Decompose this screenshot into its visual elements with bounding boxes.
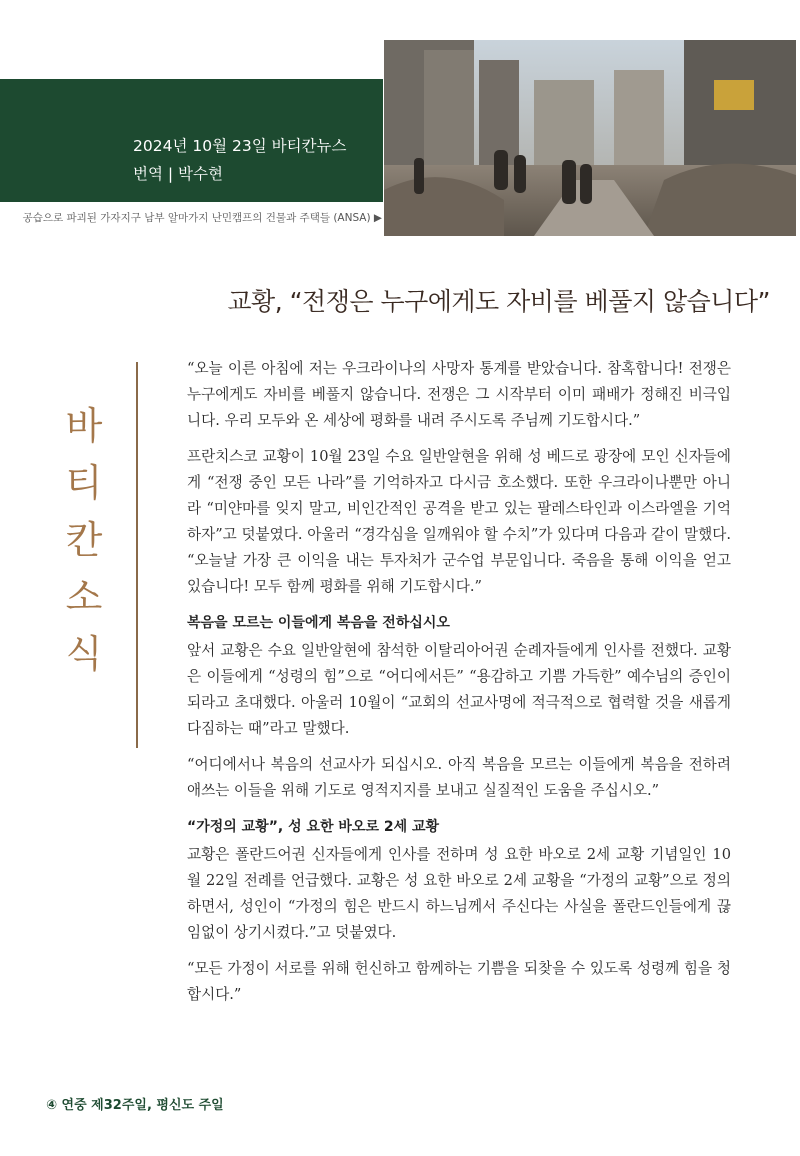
page-footer: ④ 연중 제32주일, 평신도 주일 [46, 1098, 224, 1113]
photo-caption: 공습으로 파괴된 가자지구 남부 알마가지 난민캠프의 건물과 주택들 (ANSA) ▶ [22, 212, 382, 224]
article-body [187, 356, 731, 1018]
paragraph: “어디에서나 복음의 선교사가 되십시오. 아직 복음을 모르는 이들에게 복음을 전하려 애쓰는 이들을 위해 기도로 영적지지를 보내고 실질적인 도움을 주십시오.” [187, 756, 731, 799]
section-label-char: 티 [65, 461, 103, 505]
article-title: 교황, “전쟁은 누구에게도 자비를 베풀지 않습니다” [227, 287, 770, 316]
section-label-char: 바 [65, 404, 103, 448]
date-line: 2024년 10월 23일 바티칸뉴스 [133, 137, 347, 155]
paragraph: “오늘 이른 아침에 저는 우크라이나의 사망자 통계를 받았습니다. 참혹합니다! 전쟁은 누구에게도 자비를 베풀지 않습니다. 전쟁은 그 시작부터 이미 패배가 정해진 비극입니다. 우리 모두와 온 세상에 평화를 내려 주시도록 주님께 기도합시다.” [187, 360, 731, 429]
section-heading: “가정의 교황”, 성 요한 바오로 2세 교황 [187, 819, 440, 835]
section-label-char: 칸 [65, 518, 103, 562]
section-label-char: 소 [65, 575, 103, 619]
paragraph: 앞서 교황은 수요 일반알현에 참석한 이탈리아어권 순례자들에게 인사를 전했다. 교황은 이들에게 “성령의 힘”으로 “어디에서든” “용감하고 기쁨 가득한” 예수님의 증인이 되라고 초대했다. 아울러 10월이 “교회의 선교사명에 적극적으로 협력할 것을 새롭게 다짐하는 때”라고 말했다. [187, 642, 731, 737]
news-photo [384, 40, 796, 236]
section-heading: 복음을 모르는 이들에게 복음을 전하십시오 [187, 615, 450, 631]
section-label [58, 398, 110, 683]
paragraph: 프란치스코 교황이 10월 23일 수요 일반알현을 위해 성 베드로 광장에 모인 신자들에게 “전쟁 중인 모든 나라”를 기억하자고 다시금 호소했다. 또한 우크라이나뿐만 아니라 “미얀마를 잊지 말고, 비인간적인 공격을 받고 있는 팔레스타인과 이스라엘을 기억하자”고 덧붙였다. 아울러 “경각심을 일깨워야 할 수치”가 있다며 다음과 같이 말했다. “오늘날 가장 큰 이익을 내는 투자처가 군수업 부문입니다. 죽음을 통해 이익을 얻고 있습니다! 모두 함께 평화를 위해 기도합시다.” [187, 448, 731, 595]
header-info [133, 132, 346, 188]
section-label-char: 식 [65, 632, 103, 676]
divider-line [136, 362, 138, 748]
paragraph: 교황은 폴란드어권 신자들에게 인사를 전하며 성 요한 바오로 2세 교황 기념일인 10월 22일 전례를 언급했다. 교황은 성 요한 바오로 2세 교황을 “가정의 교황”으로 정의하면서, 성인이 “가정의 힘은 반드시 하느님께서 주신다는 사실을 폴란드인들에게 끊임없이 상기시켰다.”고 덧붙였다. [187, 846, 731, 941]
paragraph: “모든 가정이 서로를 위해 헌신하고 함께하는 기쁨을 되찾을 수 있도록 성령께 힘을 청합시다.” [187, 960, 731, 1003]
translator-line: 번역 | 박수현 [133, 165, 223, 183]
